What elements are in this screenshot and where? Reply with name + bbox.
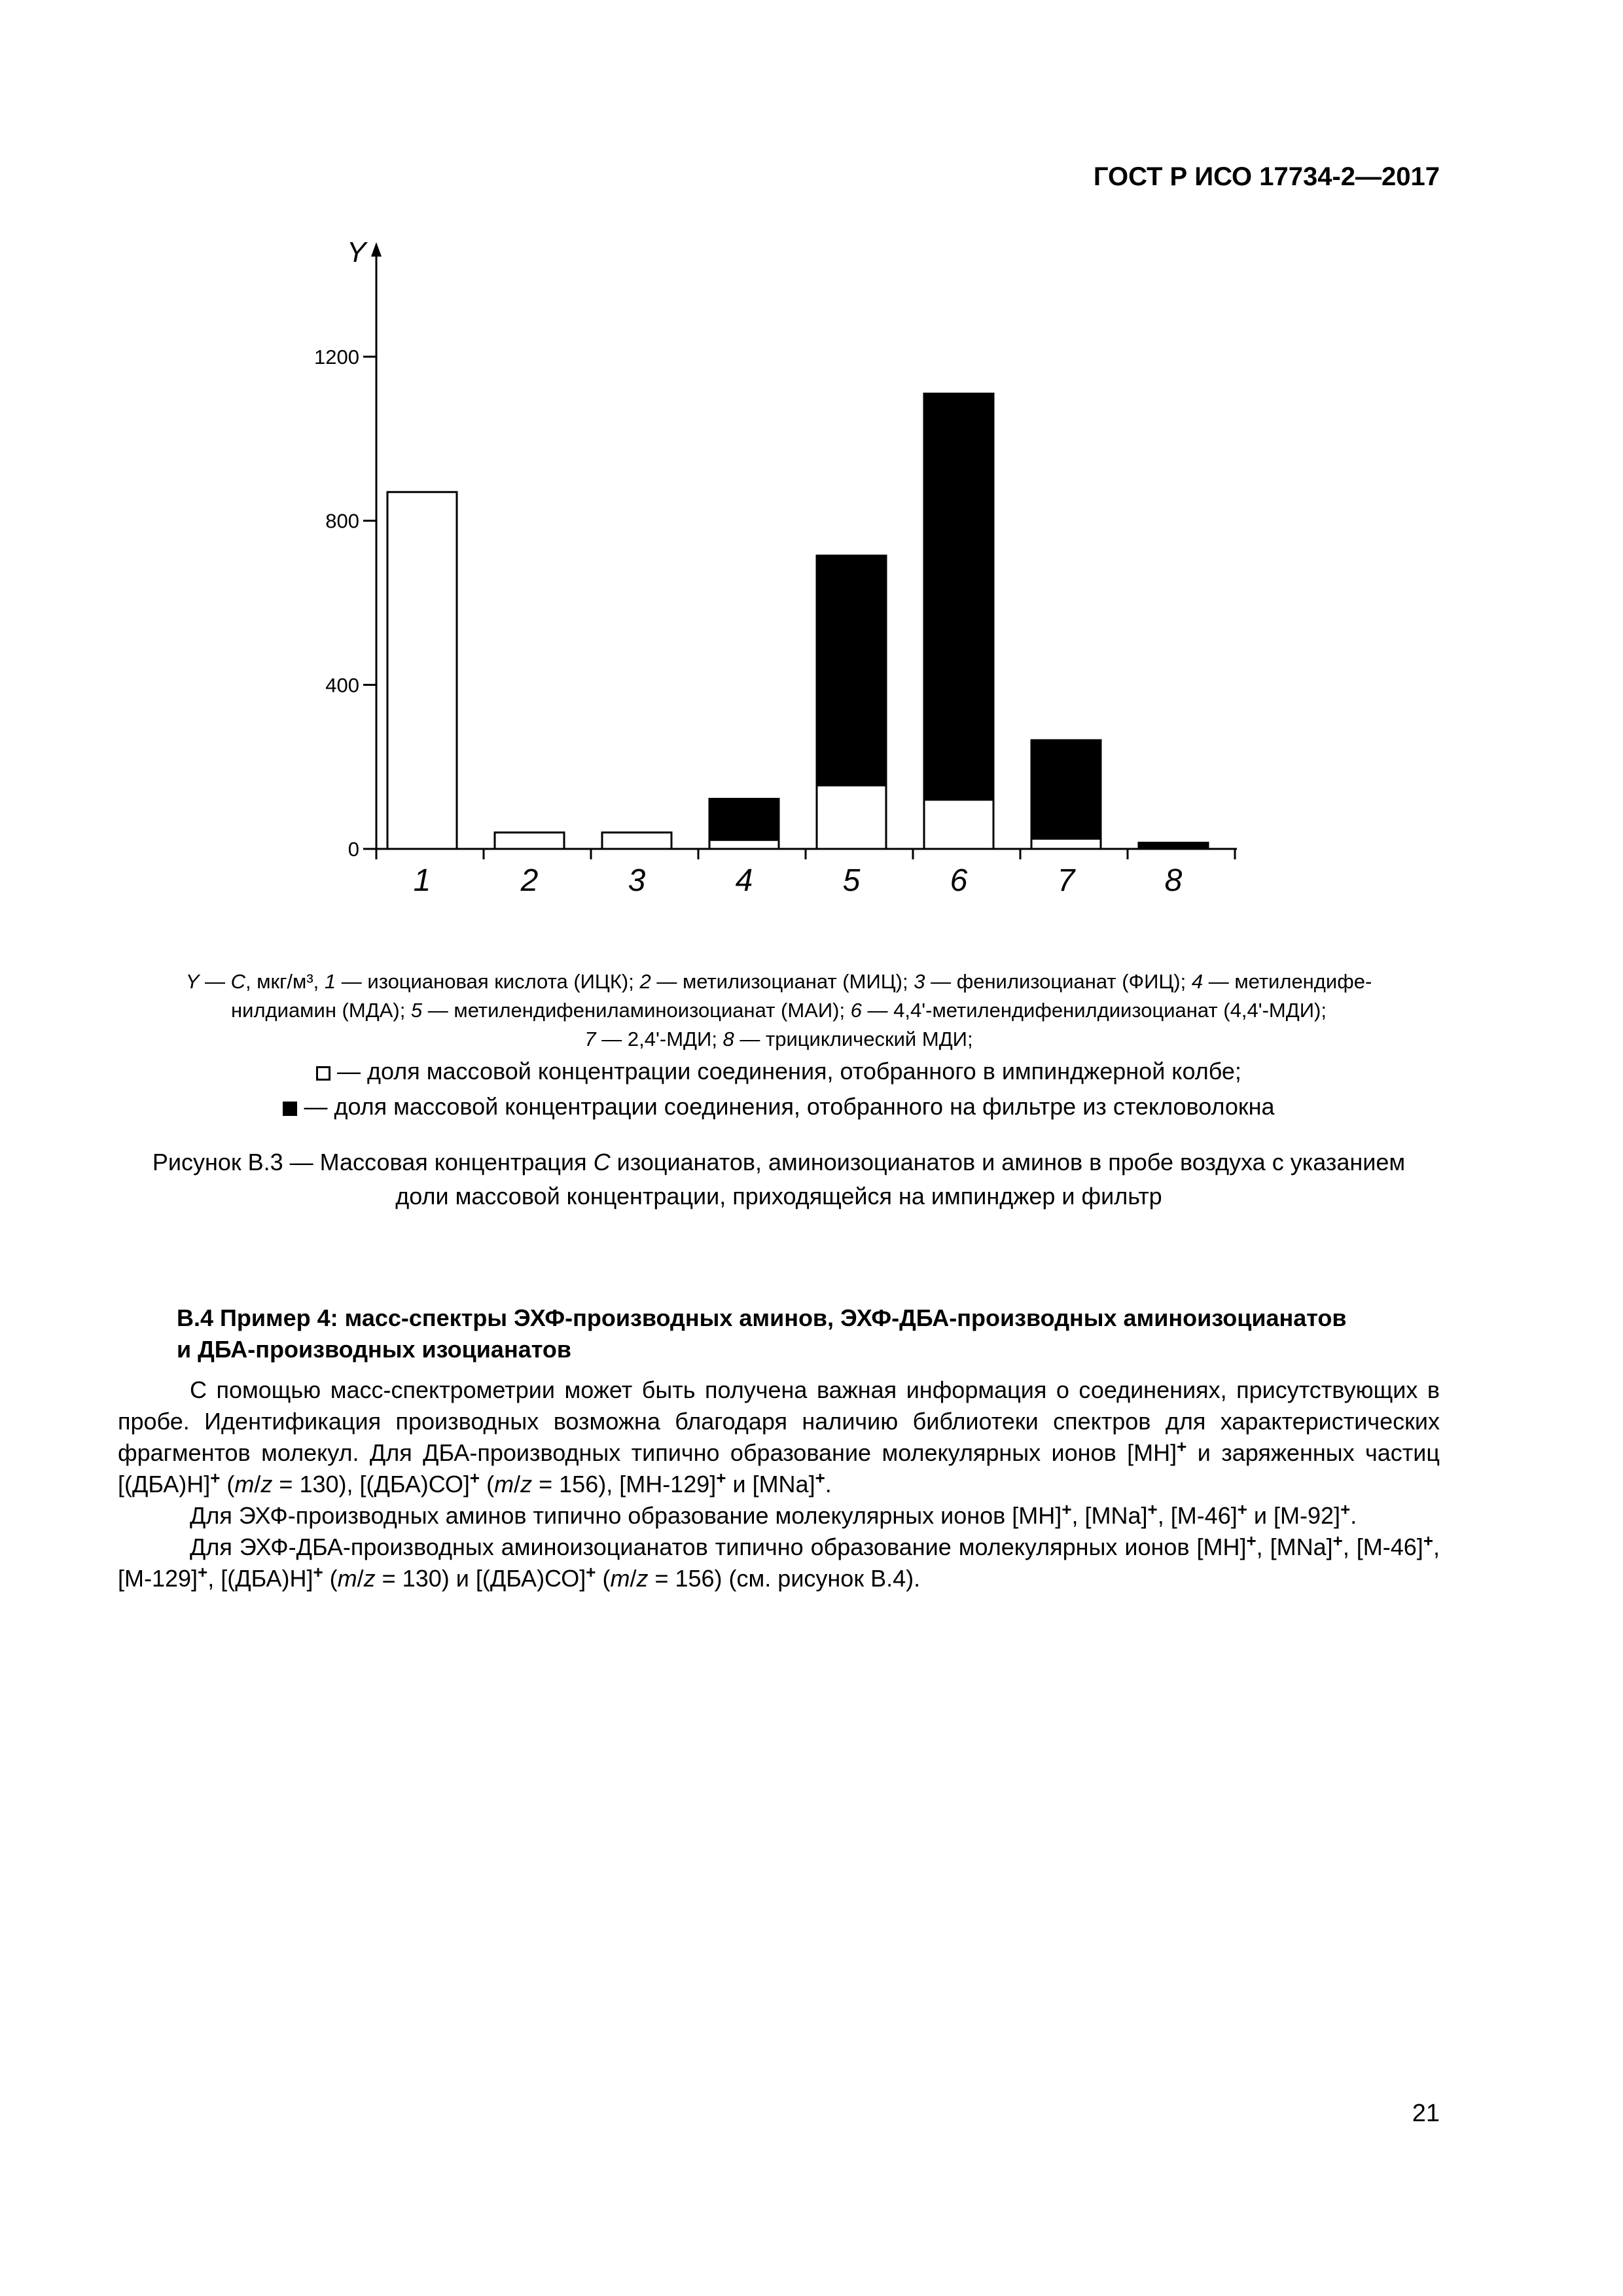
- legend-text: нилдиамин (МДА);: [231, 999, 411, 1022]
- bar-impinger-segment: [387, 492, 457, 849]
- text: (: [220, 1471, 235, 1498]
- text: = 130) и [(ДБА)СО]: [375, 1565, 586, 1592]
- text: , [М-129]: [118, 1534, 1440, 1592]
- bar-filter-segment: [1139, 843, 1208, 849]
- text: = 156) (см. рисунок В.4).: [648, 1565, 921, 1592]
- text: (: [596, 1565, 611, 1592]
- paragraph-1: [118, 1374, 1440, 1500]
- superscript: +: [1237, 1499, 1247, 1519]
- legend-key-black-text: — доля массовой концентрации соединения, отобранного на фильтре из стекловолокна: [304, 1093, 1275, 1120]
- text: = 156), [МН-129]: [532, 1471, 717, 1498]
- superscript: +: [815, 1468, 825, 1488]
- white-square-icon: [316, 1066, 330, 1081]
- legend-num-1: 1: [324, 970, 336, 993]
- superscript: +: [1332, 1531, 1343, 1551]
- text: и [М-92]: [1247, 1502, 1341, 1529]
- chart-axes: [363, 242, 1237, 859]
- black-square-icon: [283, 1102, 297, 1116]
- legend-num-6: 6: [850, 999, 862, 1022]
- x-category-label: 1: [413, 863, 431, 898]
- y-tick-label: 400: [325, 673, 359, 697]
- legend-text: — метилизоцианат (МИЦ);: [651, 970, 914, 993]
- legend-text: — метилендифе-: [1203, 970, 1372, 993]
- superscript: +: [210, 1468, 221, 1488]
- bar-impinger-segment: [602, 833, 671, 849]
- bar-filter-segment: [1031, 740, 1101, 838]
- text: , [MNa]: [1071, 1502, 1148, 1529]
- x-category-label: 4: [735, 863, 753, 898]
- legend-c-symbol: C: [230, 970, 246, 993]
- superscript: +: [1423, 1531, 1433, 1551]
- body-text: [118, 1374, 1440, 1594]
- y-tick-label: 0: [348, 838, 359, 861]
- section-heading: [177, 1302, 1440, 1365]
- y-tick-label: 800: [325, 509, 359, 533]
- legend-text: — трициклический МДИ;: [734, 1028, 973, 1050]
- x-category-label: 3: [628, 863, 646, 898]
- legend-line-2: [118, 996, 1440, 1025]
- text: (: [480, 1471, 495, 1498]
- paragraph-3: [118, 1532, 1440, 1594]
- x-category-label: 8: [1164, 863, 1183, 898]
- legend-line-1: [118, 967, 1440, 996]
- text: С помощью масс-спектрометрии может быть получена важная информация о соединениях, присутствующих в пробе. Идентификация производных возможна благодаря наличию библиотеки спектров для характеристических фрагментов молекул. Для ДБА-производных типично образование молекулярных ионов [МН]: [118, 1376, 1440, 1466]
- text: m: [337, 1565, 357, 1592]
- superscript: +: [198, 1562, 208, 1582]
- superscript: +: [313, 1562, 323, 1582]
- text: z: [363, 1565, 376, 1592]
- text: z: [520, 1471, 533, 1498]
- legend-text: —: [199, 970, 231, 993]
- superscript: +: [1340, 1499, 1351, 1519]
- text: m: [494, 1471, 514, 1498]
- text: .: [1350, 1502, 1357, 1529]
- legend-key-filter: [118, 1089, 1440, 1124]
- superscript: +: [1246, 1531, 1257, 1551]
- bar-impinger-segment: [709, 840, 779, 849]
- legend-text: — 4,4'-метилендифенилдиизоцианат (4,4'-МДИ);: [861, 999, 1327, 1022]
- y-axis-arrow-icon: [371, 242, 382, 257]
- bar-impinger-segment: [817, 785, 886, 849]
- legend-num-3: 3: [914, 970, 925, 993]
- text: .: [825, 1471, 832, 1498]
- bar-filter-segment: [924, 393, 993, 799]
- section-heading-line-2: и ДБА-производных изоцианатов: [177, 1336, 571, 1363]
- caption-text: изоцианатов, аминоизоцианатов и аминов в пробе воздуха с указанием: [610, 1149, 1406, 1175]
- text: Для ЭХФ-производных аминов типично образование молекулярных ионов [МН]: [190, 1502, 1062, 1529]
- text: /: [254, 1471, 261, 1498]
- caption-line-1: [118, 1145, 1440, 1179]
- legend-num-2: 2: [639, 970, 651, 993]
- text: , [MNa]: [1256, 1534, 1333, 1560]
- legend-unit: , мкг/м³,: [245, 970, 325, 993]
- legend-text: — изоциановая кислота (ИЦК);: [336, 970, 640, 993]
- x-category-label: 6: [950, 863, 968, 898]
- caption-line-2: доли массовой концентрации, приходящейся на импинджер и фильтр: [395, 1183, 1162, 1210]
- text: , [М-46]: [1342, 1534, 1423, 1560]
- text: и [MNa]: [726, 1471, 815, 1498]
- text: /: [514, 1471, 521, 1498]
- x-category-label: 7: [1057, 863, 1075, 898]
- legend-num-8: 8: [722, 1028, 734, 1050]
- legend-num-4: 4: [1191, 970, 1204, 993]
- caption-text: Рисунок В.3 — Массовая концентрация: [152, 1149, 594, 1175]
- chart-bars: [387, 393, 1208, 849]
- superscript: +: [1177, 1437, 1187, 1456]
- bar-impinger-segment: [1031, 838, 1101, 849]
- text: (: [323, 1565, 338, 1592]
- bar-impinger-segment: [924, 800, 993, 849]
- legend-key-impinger: [118, 1054, 1440, 1089]
- legend-text: — фенилизоцианат (ФИЦ);: [925, 970, 1192, 993]
- bar-filter-segment: [817, 556, 886, 785]
- text: z: [636, 1565, 649, 1592]
- text: и заряженных частиц [(ДБА)Н]: [118, 1439, 1440, 1498]
- legend-key-white-text: — доля массовой концентрации соединения, отобранного в импинджерной колбе;: [337, 1058, 1241, 1085]
- superscript: +: [716, 1468, 726, 1488]
- bar-impinger-segment: [495, 833, 564, 849]
- section-heading-line-1: В.4 Пример 4: масс-спектры ЭХФ-производных аминов, ЭХФ-ДБА-производных аминоизоцианатов: [177, 1304, 1347, 1331]
- text: = 130), [(ДБА)СО]: [272, 1471, 470, 1498]
- document-header: ГОСТ Р ИСО 17734-2—2017: [1093, 162, 1440, 191]
- text: m: [610, 1565, 630, 1592]
- legend-num-5: 5: [410, 999, 423, 1022]
- superscript: +: [469, 1468, 480, 1488]
- text: z: [260, 1471, 273, 1498]
- text: Для ЭХФ-ДБА-производных аминоизоцианатов типично образование молекулярных ионов [МН]: [190, 1534, 1247, 1560]
- figure-caption: [118, 1145, 1440, 1213]
- superscript: +: [586, 1562, 596, 1582]
- text: /: [357, 1565, 364, 1592]
- superscript: +: [1061, 1499, 1072, 1519]
- page-number: 21: [1412, 2100, 1440, 2127]
- y-tick-label: 1200: [314, 346, 359, 368]
- paragraph-2: [118, 1500, 1440, 1532]
- text: /: [630, 1565, 637, 1592]
- text: , [(ДБА)Н]: [207, 1565, 313, 1592]
- caption-c-symbol: C: [593, 1149, 611, 1175]
- figure-legend: [118, 967, 1440, 1124]
- bar-filter-segment: [709, 799, 779, 840]
- text: m: [234, 1471, 255, 1498]
- legend-text: — 2,4'-МДИ;: [596, 1028, 723, 1050]
- legend-y-symbol: Y: [185, 970, 200, 993]
- text: , [М-46]: [1157, 1502, 1238, 1529]
- x-category-label: 5: [842, 863, 861, 898]
- superscript: +: [1147, 1499, 1158, 1519]
- x-category-label: 2: [520, 863, 539, 898]
- y-axis-title: Y: [347, 236, 366, 268]
- legend-text: — метилендифениламиноизоцианат (МАИ);: [422, 999, 851, 1022]
- legend-num-7: 7: [584, 1028, 596, 1050]
- bar-chart: [275, 223, 1296, 903]
- legend-line-3: [118, 1025, 1440, 1054]
